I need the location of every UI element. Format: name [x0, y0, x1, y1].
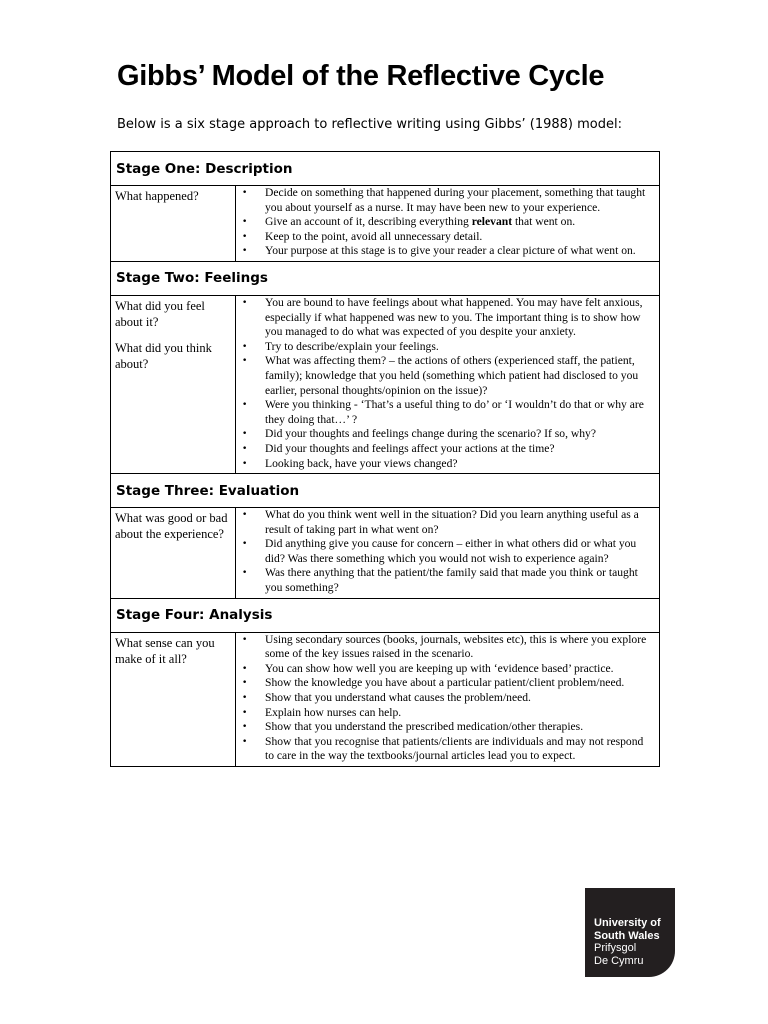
- bullet-item: • You are bound to have feelings about what happened. You may have felt anxious, especially if what happened was new to you. The important thing is to show how you managed to do what was expected of you despite your anxiety.: [236, 296, 653, 340]
- bullet-item: • What do you think went well in the situation? Did you learn anything useful as a result of taking part in what went on?: [236, 508, 653, 537]
- bullet-item: • Give an account of it, describing everything relevant that went on.: [236, 215, 653, 230]
- logo-line-de-cymru: De Cymru: [594, 954, 644, 967]
- stage-four-question: What sense can you make of it all?: [115, 635, 215, 666]
- logo-line-university-of: University of: [594, 917, 661, 929]
- stage-two-question: What did you think about?: [115, 340, 212, 371]
- logo-line-south-wales: South Wales: [594, 929, 660, 942]
- bullet-item: • Looking back, have your views changed?: [236, 457, 653, 472]
- stage-three-header-row: [111, 474, 660, 508]
- stage-four-bullet-list: [236, 633, 653, 766]
- stage-one-question: What happened?: [115, 189, 199, 203]
- bullet-item: • Was there anything that the patient/the family said that made you think or taught you something?: [236, 566, 653, 595]
- page-title: Gibbs’ Model of the Reflective Cycle: [117, 60, 605, 92]
- stage-two-bullet-list: [236, 296, 653, 473]
- stage-one-question-cell: [111, 186, 236, 262]
- stage-three-question-cell: [111, 508, 236, 599]
- stage-two-content-row: [111, 295, 660, 473]
- stage-one-bullets-cell: [236, 186, 660, 262]
- stage-one-content-row: [111, 186, 660, 262]
- emphasis-word: relevant: [471, 215, 513, 229]
- bullet-item: • You can show how well you are keeping up with ‘evidence based’ practice.: [236, 662, 653, 677]
- bullet-item: • Were you thinking - ‘That’s a useful thing to do’ or ‘I wouldn’t do that or why are they doing that…’ ?: [236, 398, 653, 427]
- stage-one-heading: Stage One: Description: [111, 152, 660, 186]
- bullet-item: • Show the knowledge you have about a particular patient/client problem/need.: [236, 676, 653, 691]
- bullet-item: • Your purpose at this stage is to give your reader a clear picture of what went on.: [236, 244, 653, 259]
- stage-three-content-row: [111, 508, 660, 599]
- stage-one-bullet-list: [236, 186, 653, 261]
- bullet-item: • Keep to the point, avoid all unnecessary detail.: [236, 230, 653, 245]
- intro-text: Below is a six stage approach to reflective writing using Gibbs’ (1988) model:: [117, 117, 622, 132]
- bullet-item: • Explain how nurses can help.: [236, 706, 653, 721]
- logo-line-prifysgol: Prifysgol: [594, 942, 637, 954]
- bullet-item: • Did anything give you cause for concern – either in what others did or what you did? Was there something which you would not wish to experience again?: [236, 537, 653, 566]
- stage-one-header-row: [111, 152, 660, 186]
- bullet-item: • Try to describe/explain your feelings.: [236, 340, 653, 355]
- bullet-item: • Show that you understand the prescribed medication/other therapies.: [236, 720, 653, 735]
- stage-three-heading: Stage Three: Evaluation: [111, 474, 660, 508]
- stage-four-content-row: [111, 632, 660, 766]
- bullet-item: • Did your thoughts and feelings change during the scenario? If so, why?: [236, 427, 653, 442]
- bullet-item: • Decide on something that happened during your placement, something that taught you about yourself as a nurse. It may have been new to your experience.: [236, 186, 653, 215]
- bullet-item: • What was affecting them? – the actions of others (experienced staff, the patient, family); knowledge that you held (something which patient had disclosed to you earlier, personal thoughts/opinion on the issue)?: [236, 354, 653, 398]
- stage-four-bullets-cell: [236, 632, 660, 766]
- stage-two-question: What did you feel about it?: [115, 298, 205, 329]
- university-logo: [585, 888, 675, 977]
- stage-two-question-cell: [111, 295, 236, 473]
- bullet-item: • Did your thoughts and feelings affect your actions at the time?: [236, 442, 653, 457]
- stage-two-heading: Stage Two: Feelings: [111, 261, 660, 295]
- stage-two-header-row: [111, 261, 660, 295]
- stage-four-header-row: [111, 598, 660, 632]
- stage-two-bullets-cell: [236, 295, 660, 473]
- bullet-item: • Using secondary sources (books, journals, websites etc), this is where you explore some of the key issues raised in the scenario.: [236, 633, 653, 662]
- bullet-item: • Show that you recognise that patients/clients are individuals and may not respond to care in the way the textbooks/journal articles lead you to expect.: [236, 735, 653, 764]
- stage-four-question-cell: [111, 632, 236, 766]
- bullet-item: • Show that you understand what causes the problem/need.: [236, 691, 653, 706]
- stage-three-bullets-cell: [236, 508, 660, 599]
- gibbs-table: [110, 151, 660, 767]
- stage-four-heading: Stage Four: Analysis: [111, 598, 660, 632]
- stage-three-bullet-list: [236, 508, 653, 598]
- stage-three-question: What was good or bad about the experience?: [115, 511, 228, 542]
